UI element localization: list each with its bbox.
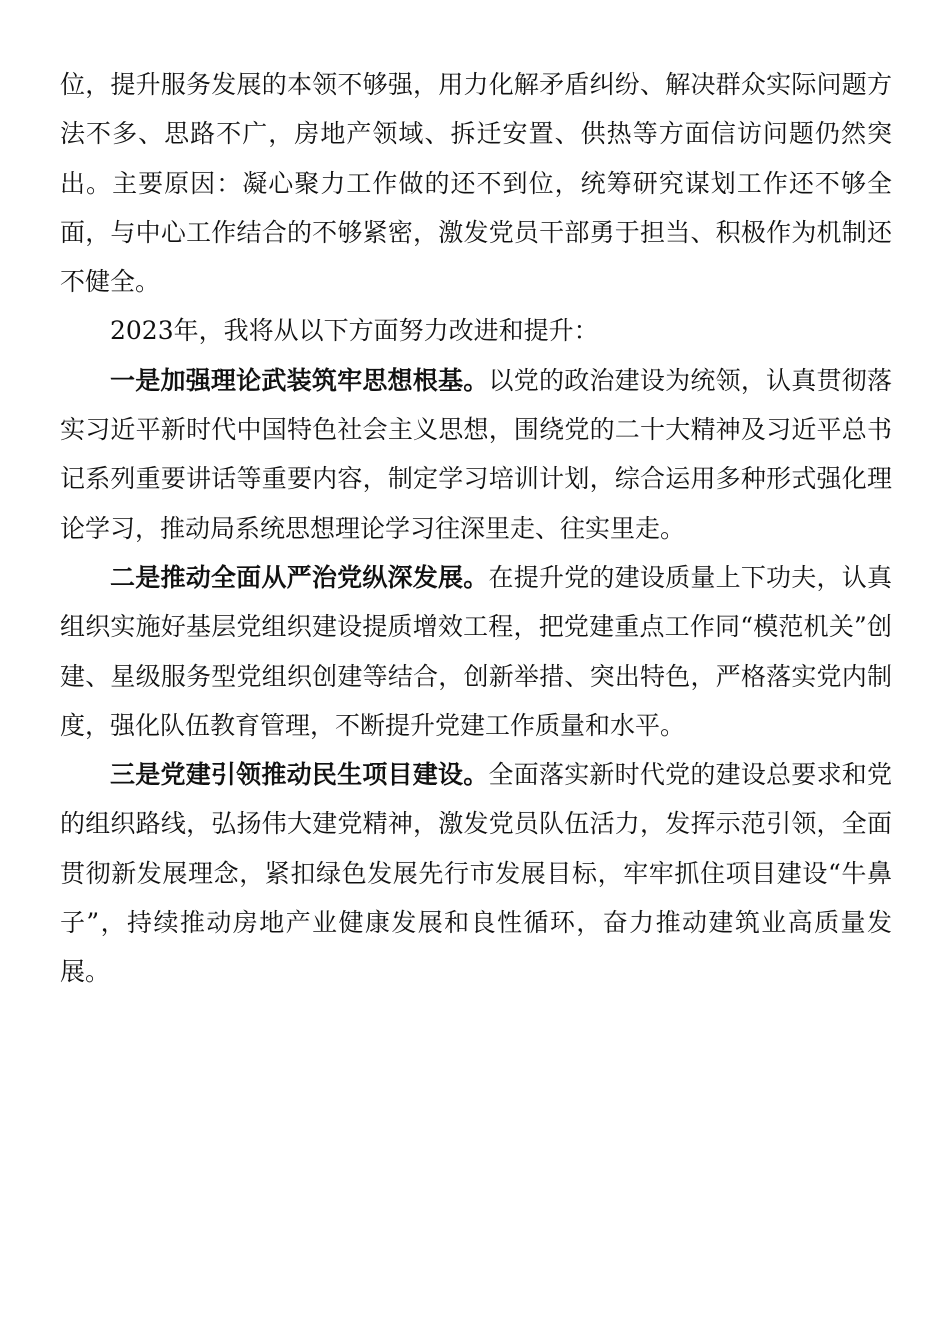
- paragraph-intro-2023: [60, 306, 892, 355]
- paragraph-continuation: [60, 60, 892, 306]
- paragraph-text: 在提升党的建设质量上下功夫，认真组织实施好基层党组织建设提质增效工程，把党建重点工作同“模范机关”创建、星级服务型党组织创建等结合，创新举措、突出特色，严格落实党内制度，强化队伍教育管理，不断提升党建工作质量和水平。: [60, 562, 892, 740]
- paragraph-point-2: [60, 553, 892, 750]
- paragraph-point-1: [60, 356, 892, 553]
- paragraph-text: 以党的政治建设为统领，认真贯彻落实习近平新时代中国特色社会主义思想，围绕党的二十大精神及习近平总书记系列重要讲话等重要内容，制定学习培训计划，综合运用多种形式强化理论学习，推动局系统思想理论学习往深里走、往实里走。: [60, 365, 892, 543]
- paragraph-text: 全面落实新时代党的建设总要求和党的组织路线，弘扬伟大建党精神，激发党员队伍活力，发挥示范引领，全面贯彻新发展理念，紧扣绿色发展先行市发展目标，牢牢抓住项目建设“牛鼻子”，持续推动房地产业健康发展和良性循环，奋力推动建筑业高质量发展。: [60, 760, 892, 987]
- paragraph-point-3: [60, 750, 892, 996]
- paragraph-heading: 二是推动全面从严治党纵深发展。: [110, 562, 489, 592]
- paragraph-heading: 三是党建引领推动民生项目建设。: [110, 760, 489, 790]
- paragraph-text: 位，提升服务发展的本领不够强，用力化解矛盾纠纷、解决群众实际问题方法不多、思路不广，房地产领域、拆迁安置、供热等方面信访问题仍然突出。主要原因：凝心聚力工作做的还不到位，统筹研究谋划工作还不够全面，与中心工作结合的不够紧密，激发党员干部勇于担当、积极作为机制还不健全。: [60, 70, 892, 297]
- paragraph-heading: 一是加强理论武装筑牢思想根基。: [110, 365, 489, 395]
- document-page: [60, 60, 892, 997]
- paragraph-text: 2023年，我将从以下方面努力改进和提升：: [110, 316, 599, 346]
